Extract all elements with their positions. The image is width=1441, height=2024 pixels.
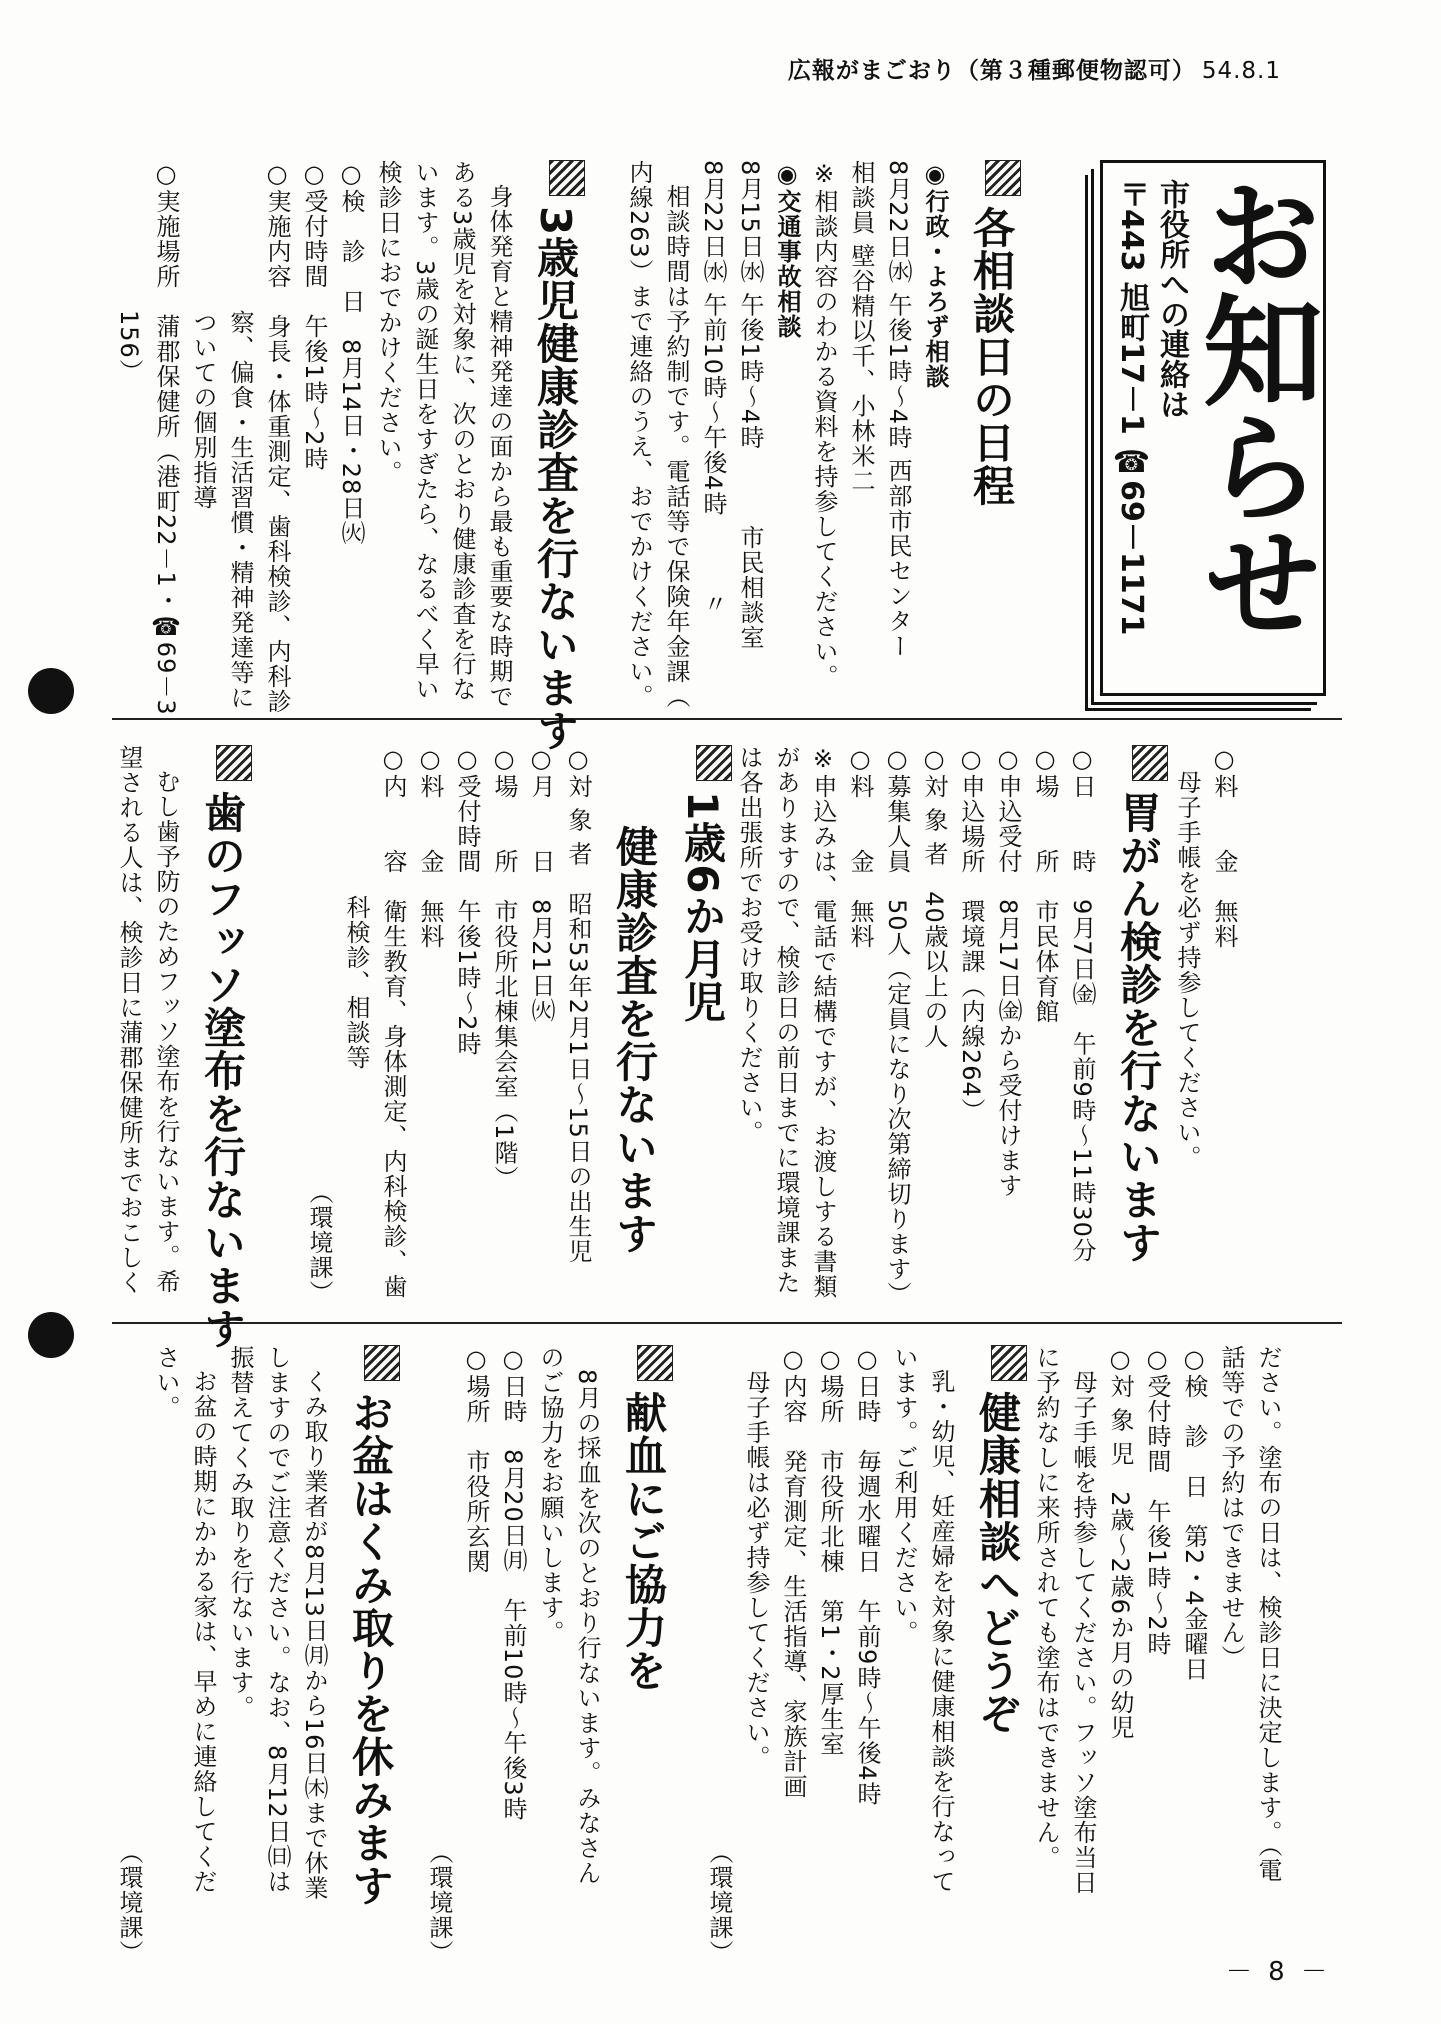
text-line: 科検診、相談等 [342,745,370,1070]
contact-label: 市役所への連絡は [1154,179,1189,419]
text-line: に予約なしに来所されても塗布はできません。 [1032,1345,1060,1870]
text-line: ○検 診 日 第2・4金曜日 [1180,1345,1208,1682]
section-igan [730,745,1330,1305]
text-line: （環境課） [305,1180,333,1305]
text-line: （環境課） [705,1840,733,1965]
hatch-icon [364,1345,400,1381]
section-obon [110,1345,410,1965]
hatch-icon [696,745,732,781]
text-line: 母子手帳を必ず持参してください。 [1173,745,1201,1170]
text-line: ○受付時間 午後1時～2時 [1143,1345,1171,1657]
text-line: 8月22日㈬ 午後1時～4時 西部市民センター [884,160,912,659]
text-line: 内線263）まで連絡のうえ、おでかけください。 [625,160,653,709]
section-sansai [110,160,600,753]
text-line: ○受付時間 午後1時～2時 [300,160,328,472]
hatch-icon [549,160,585,196]
text-line: ○申込受付 8月17日㈮から受付けます [994,745,1022,1198]
text-line: 8月の採血を次のとおり行ないます。みなさん [573,1369,601,1886]
text-line: 相談時間は予約制です。電話等で保険年金課（ [662,184,690,709]
text-line: ○対 象 児 2歳～2歳6か月の幼児 [1106,1345,1134,1741]
text-line: くみ取り業者が8月13日㈪から16日㈭まで休業 [300,1369,328,1901]
section-heading: 胃がん検診を行ないます [1108,745,1168,1305]
text-line: のご協力をお願いします。 [536,1345,564,1645]
text-line: ある3歳児を対象に、次のとおり健康診査を行な [448,160,476,702]
text-line: ○対 象 者 40歳以上の人 [920,745,948,1049]
section-fusso [110,745,290,1350]
text-line: ○料 金 無料 [1210,745,1238,949]
text-line: ○日時 8月20日㈪ 午前10時～午後3時 [499,1345,527,1822]
text-line: 身体発育と精神発達の面から最も重要な時期で [485,184,513,709]
text-line: ださい。塗布の日は、検診日に決定します。（電 [1254,1345,1282,1883]
contact-info [1111,179,1191,679]
hatch-icon [985,160,1021,196]
text-line: ◉行政・よろず相談 [921,160,949,389]
text-line: ※相談内容のわかる資料を持参してください。 [810,160,838,689]
hatch-icon [637,1345,673,1381]
hatch-icon [991,1345,1027,1381]
text-line: ○日時 毎週水曜日 午前9時～午後4時 [853,1345,881,1807]
text-line: ○月 日 8月21日㈫ [527,745,555,1023]
section-kenkou [700,1345,1320,1965]
section-heading: 健康相談へどうぞ [967,1345,1027,1965]
section-issai [300,745,727,1305]
oshirase-title-box [1100,160,1326,696]
text-line: ○実施内容 身長・体重測定、歯科検診、内科診 [263,160,291,714]
text-line: ○募集人員 50人（定員になり次第締切ります） [883,745,911,1307]
text-line: お盆の時期にかかる家は、早めに連絡してくだ [189,1369,217,1894]
section-kenketsu [420,1345,690,1965]
section-heading-2: 健康診査を行ないます [610,825,659,1255]
text-line: 望される人は、検診日に蒲郡保健所までおこしく [115,745,143,1295]
section-heading: 1歳6か月児 [672,745,732,1305]
hatch-icon [1132,745,1168,781]
publication-header [788,52,1281,85]
contact-address: 〒443 旭町17－1 ☎69－1171 [1114,179,1149,636]
text-line: むし歯予防のためフッソ塗布を行ないます。希 [152,769,180,1294]
text-line: しますのでご注意ください。なお、8月12日㈰は [263,1345,291,1894]
section-heading: 歯のフッソ塗布を行ないます [192,745,252,1305]
page-title: お知らせ [1183,173,1322,637]
divider-bottom [112,1322,1342,1324]
text-line: 相談員 壁谷精以千、小林米二 [847,160,875,494]
text-line: ○内容 発育測定、生活指導、家族計画 [779,1345,807,1799]
text-line: ○場 所 市民体育館 [1031,745,1059,1024]
punch-hole-bottom [28,1312,74,1358]
text-line: ○実施場所 蒲郡保健所（港町22－1・☎69－3 [152,160,180,716]
text-line: （環境課） [115,1840,143,1965]
text-line: います。3歳の誕生日をすぎたら、なるべく早い [411,160,439,702]
text-line: ※申込みは、電話で結構ですが、お渡しする書類 [809,745,837,1299]
text-line: 8月15日㈬ 午後1時～4時 市民相談室 [736,160,764,650]
text-line: 8月22日㈬ 午前10時～午後4時 〃 [699,160,727,617]
text-line: 検診日におでかけください。 [374,160,402,485]
text-line: さい。 [152,1345,180,1420]
punch-hole-top [28,668,74,714]
text-line: ○検 診 日 8月14日・28日㈫ [337,160,365,546]
text-line: ついての個別指導 [189,160,217,510]
text-line: 乳・幼児、妊産婦を対象に健康相談を行なって [927,1369,955,1894]
text-line: います。ご利用ください。 [890,1345,918,1645]
text-line: ○場所 市役所北棟 第1・2厚生室 [816,1345,844,1757]
text-line: ○申込場所 環境課（内線264） [957,745,985,1123]
section-heading: お盆はくみ取りを休みます [340,1345,400,1965]
page-number: － 8 － [1225,1957,1331,1987]
section-heading: 各相談日の日程 [961,160,1021,700]
text-line: 振替えてくみ取りを行ないます。 [226,1345,254,1720]
text-line: （環境課） [425,1840,453,1965]
text-line: ○対 象 者 昭和53年2月1日～15日の出生児 [564,745,592,1264]
section-soudan [620,160,1060,709]
text-line: がありますので、検診日の前日までに環境課また [772,745,800,1295]
section-heading: 献血にご協力を [613,1345,673,1965]
text-line: 察、偏食・生活習慣・精神発達等に [226,160,254,710]
text-line: 156） [115,160,143,384]
publication-date: 54.8.1 [1201,58,1281,84]
text-line: ○内 容 衛生教育、身体測定、内科検診、歯 [379,745,407,1299]
text-line: 母子手帳は必ず持参してください。 [742,1345,770,1770]
divider-top [112,718,1342,720]
text-line: 母子手帳を持参してください。フッソ塗布当日 [1069,1345,1097,1895]
publication-name: 広報がまごおり（第３種郵便物認可） [787,58,1196,84]
text-line: ○料 金 無料 [416,745,444,949]
text-line: ○料 金 無料 [846,745,874,949]
text-line: ○場 所 市役所北棟集会室（1階） [490,745,518,1191]
text-line: は各出張所でお受け取りください。 [735,745,763,1145]
hatch-icon [216,745,252,781]
text-line: ○日 時 9月7日㈮ 午前9時～11時30分 [1068,745,1096,1263]
section-heading: 3歳児健康診査を行ないます [525,160,585,700]
text-line: ○受付時間 午後1時～2時 [453,745,481,1057]
text-line: ○場所 市役所玄関 [462,1345,490,1574]
text-line: ◉交通事故相談 [773,160,801,339]
text-line: 話等での予約はできません） [1217,1345,1245,1670]
